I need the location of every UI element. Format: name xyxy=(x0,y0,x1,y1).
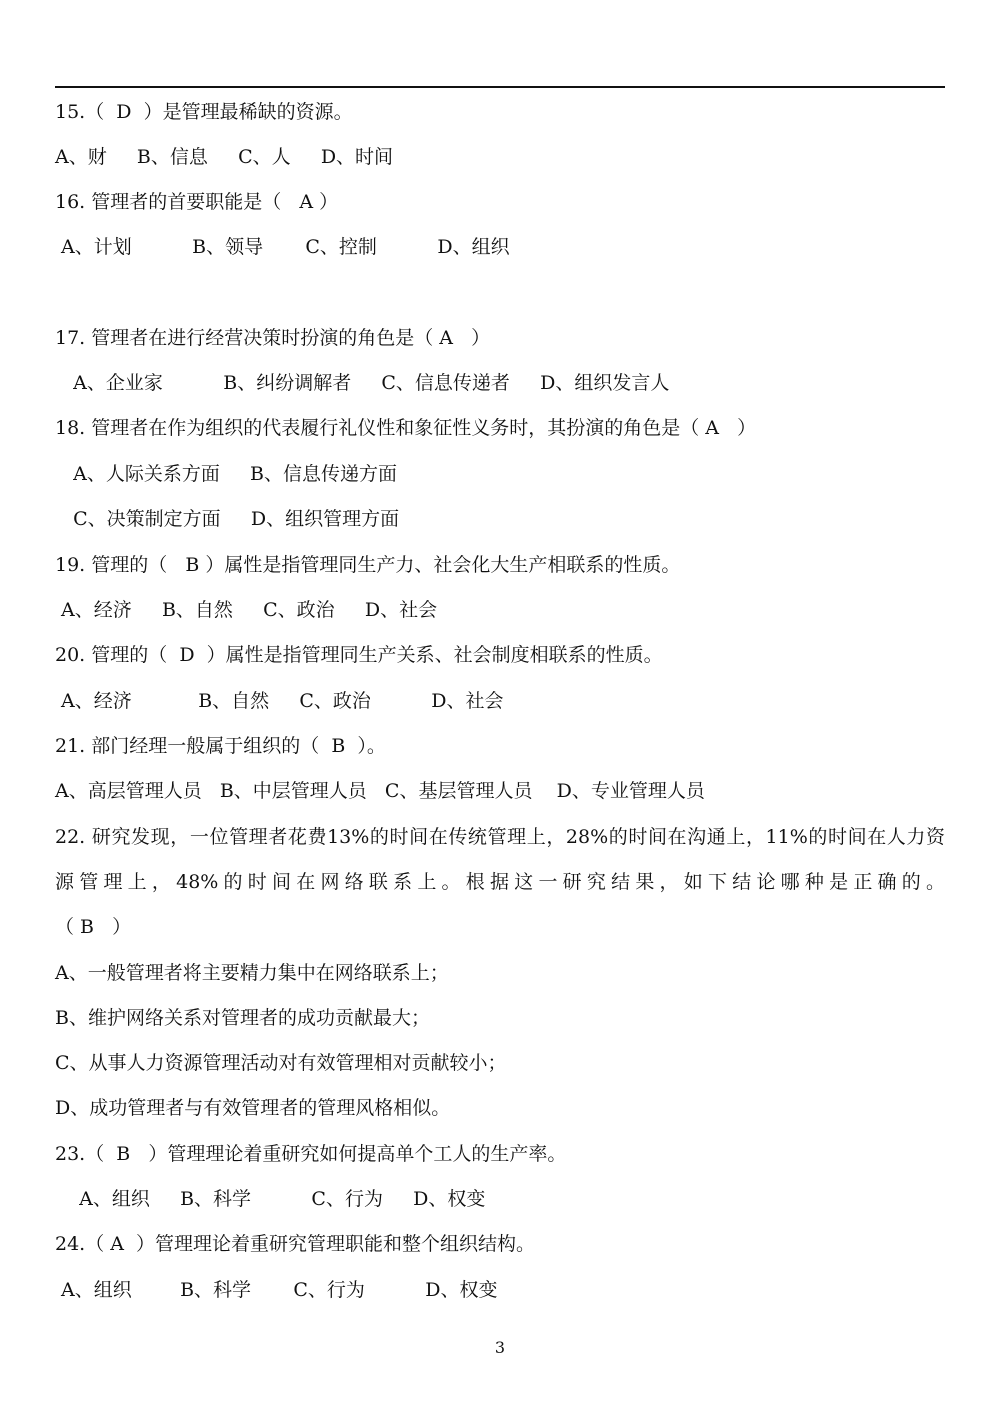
question-22-line-1: 22. 研究发现，一位管理者花费13%的时间在传统管理上，28%的时间在沟通上，11%的时间在人力资 xyxy=(55,826,945,848)
question-21-options: A、高层管理人员 B、中层管理人员 C、基层管理人员 D、专业管理人员 xyxy=(55,780,705,802)
question-20-options: A、经济 B、自然 C、政治 D、社会 xyxy=(55,690,504,712)
question-20: 20. 管理的（ D ）属性是指管理同生产关系、社会制度相联系的性质。 xyxy=(55,644,663,666)
question-24: 24.（ A ）管理理论着重研究管理职能和整个组织结构。 xyxy=(55,1233,536,1255)
question-22-line-2: 源管理上，48%的时间在网络联系上。根据这一研究结果，如下结论哪种是正确的。 xyxy=(55,871,945,893)
question-22-option-c: C、从事人力资源管理活动对有效管理相对贡献较小； xyxy=(55,1052,507,1074)
question-17: 17. 管理者在进行经营决策时扮演的角色是（ A ） xyxy=(55,327,491,349)
question-16-options: A、计划 B、领导 C、控制 D、组织 xyxy=(55,236,510,258)
question-18-options-row-1: A、人际关系方面 B、信息传递方面 xyxy=(55,463,398,485)
question-17-options: A、企业家 B、纠纷调解者 C、信息传递者 D、组织发言人 xyxy=(55,372,670,394)
question-22-option-a: A、一般管理者将主要精力集中在网络联系上； xyxy=(55,962,449,984)
question-18-options-row-2: C、决策制定方面 D、组织管理方面 xyxy=(55,508,400,530)
question-23-options: A、组织 B、科学 C、行为 D、权变 xyxy=(55,1188,486,1210)
question-22-option-b: B、维护网络关系对管理者的成功贡献最大； xyxy=(55,1007,430,1029)
question-18: 18. 管理者在作为组织的代表履行礼仪性和象征性义务时，其扮演的角色是（ A ） xyxy=(55,417,757,439)
question-16: 16. 管理者的首要职能是（ A ） xyxy=(55,191,339,213)
header-rule xyxy=(55,86,945,88)
page-number: 3 xyxy=(494,1338,506,1357)
question-15-options: A、财 B、信息 C、人 D、时间 xyxy=(55,146,394,168)
question-23: 23.（ B ）管理理论着重研究如何提高单个工人的生产率。 xyxy=(55,1143,567,1165)
question-24-options: A、组织 B、科学 C、行为 D、权变 xyxy=(55,1279,498,1301)
question-22-option-d: D、成功管理者与有效管理者的管理风格相似。 xyxy=(55,1097,451,1119)
question-21: 21. 部门经理一般属于组织的（ B ）。 xyxy=(55,735,386,757)
question-22-answer: （ B ） xyxy=(55,916,132,938)
question-19: 19. 管理的（ B ）属性是指管理同生产力、社会化大生产相联系的性质。 xyxy=(55,554,681,576)
question-15: 15.（ D ）是管理最稀缺的资源。 xyxy=(55,101,353,123)
question-19-options: A、经济 B、自然 C、政治 D、社会 xyxy=(55,599,438,621)
